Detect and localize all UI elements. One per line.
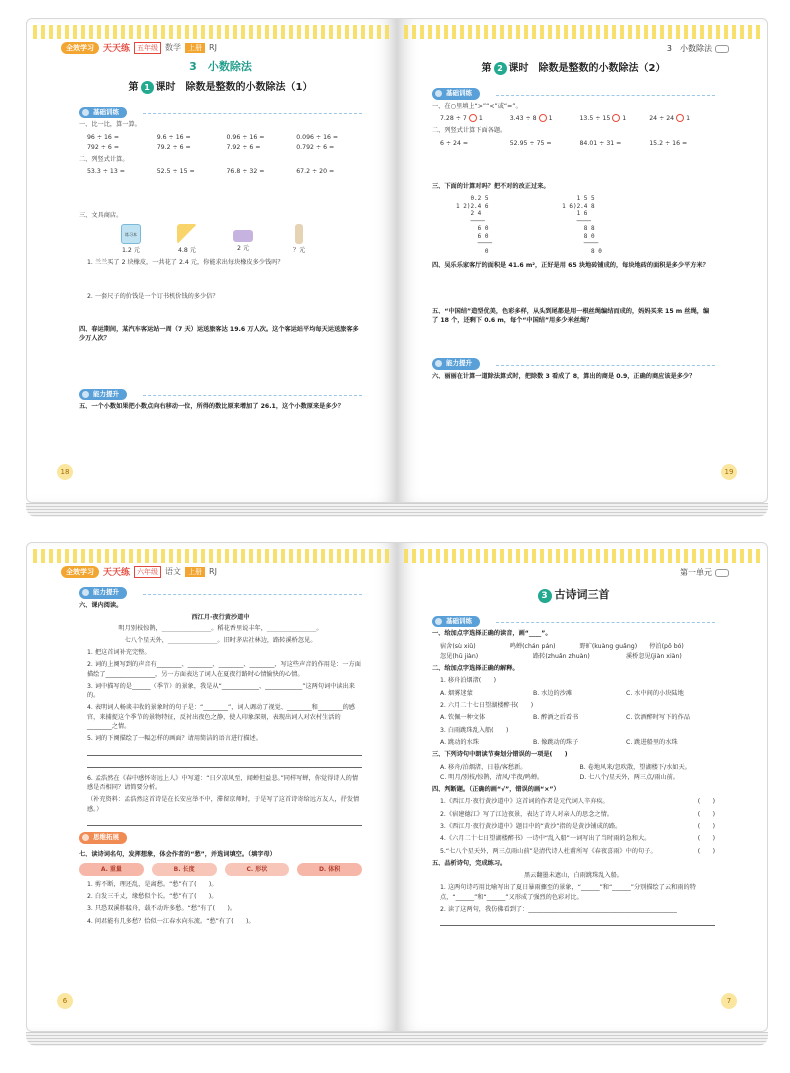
- choice-stem: 1. 移舟泊烟渚( ): [440, 677, 497, 685]
- page-content: [79, 57, 362, 415]
- page-number: 19: [721, 464, 737, 480]
- reading-item: 1. 把这首词补充完整。: [87, 648, 151, 656]
- brand-logo: 全效学习: [61, 566, 99, 578]
- reading-item: 5. 词的下阕描绘了一幅怎样的画面？请用简洁的语言进行描述。: [87, 735, 262, 743]
- analysis-item: 2. 读了这两句，我仿佛看到了：________________________________________________: [440, 906, 677, 914]
- answer-line[interactable]: [87, 762, 362, 768]
- ruler-icon: [177, 224, 197, 244]
- lesson-title: 3 古诗词三首: [432, 587, 715, 604]
- question-3: 三、下面的计算对吗？把不对的改正过来。: [432, 182, 550, 190]
- page-content: [79, 581, 362, 929]
- question-4: 四、春运期间，某汽车客运站一周（7 天）运送旅客达 19.6 万人次。这个客运站平均每天运送旅客多少万人次？: [79, 325, 359, 343]
- answer-circle[interactable]: [539, 114, 547, 122]
- question-3-1: 1. 兰兰买了 2 块橡皮，一共花了 2.4 元，你能求出每块橡皮多少钱吗？: [87, 259, 284, 267]
- brand-series: 天天练: [103, 44, 131, 54]
- brand-grade: 五年级: [134, 42, 161, 54]
- question-2: 二、列竖式计算下面各题。: [432, 127, 507, 135]
- page-number: 18: [57, 464, 73, 480]
- option-a[interactable]: A. 重量: [79, 863, 144, 876]
- calc-row: 96 ÷ 16 = 9.6 ÷ 16 = 0.96 ÷ 16 = 0.096 ÷ 16 =: [87, 133, 339, 141]
- page-stack: [26, 1032, 768, 1046]
- division-figures: [456, 195, 715, 255]
- answer-circle[interactable]: [612, 114, 620, 122]
- lesson-number: 2: [494, 62, 507, 75]
- judge-item: 1.《西江月·夜行黄沙道中》这首词的作者是元代词人辛弃疾。 ( ): [440, 798, 715, 806]
- judge-item: 3.《西江月·夜行黄沙道中》题目中的“黄沙”指的是黄沙铺成的路。 ( ): [440, 823, 715, 830]
- unit-title: 3 小数除法: [189, 60, 252, 73]
- choice-stem: 3. 白雨跳珠乱入船( ): [440, 726, 509, 734]
- page-content: [432, 581, 715, 926]
- shop-item-stapler: 2 元: [221, 224, 265, 255]
- choice-options: C. 明月/别枝/惊鹊，清风/半夜/鸣蝉。 D. 七八个/星天外，两三点/雨山前。: [440, 773, 679, 781]
- pinyin-row: 忽见(hū jiàn) 路转(zhuǎn zhuàn) 溪桥忽见(jiàn xiàn): [440, 652, 682, 660]
- reading-item-6: 6. 孟浩然在《春中感怀寄远上人》中写道：“日夕凉风至，闻蝉但益悲。”同样写蝉，你觉得诗人的情感是否相同？请简要分析。: [87, 774, 359, 791]
- poem-line-1: 明月别枝惊鹊，________________。稻花香里说丰年，________________。: [118, 625, 323, 633]
- judge-item: 4.《六月二十七日望湖楼醉书》一诗中“乱入船”一词写出了当时雨的急和大。 ( ): [440, 835, 715, 843]
- answer-circle[interactable]: [469, 114, 477, 122]
- answer-line[interactable]: [87, 750, 362, 756]
- fill-item: 2. 白发三千丈，缘愁似个长。“愁”有了( )。: [87, 893, 218, 901]
- running-head: 3 小数除法: [667, 43, 729, 54]
- question-4: 四、判断题。（正确的画“√”，错误的画“×”）: [432, 786, 560, 794]
- decorative-band: [33, 25, 390, 39]
- lesson-title: 第 1 课时 除数是整数的小数除法（1）: [128, 81, 313, 93]
- crown-icon: [715, 45, 729, 53]
- reading-item: 3. 词中描写的是______（季节）的景象，我是从“____________、____________”这两句词中读出来的。: [87, 682, 355, 700]
- lesson-number: 1: [141, 81, 154, 94]
- answer-circle[interactable]: [676, 114, 684, 122]
- shop-item-ruler-set: 4.8 元: [165, 224, 209, 255]
- brand-subject: 语文: [165, 567, 182, 576]
- reading-item: 2. 词的上阕写到的声音有________、________、________、________，写这些声音的作用是：一方面描绘了________________，另一方面表达了词人在夏夜行路时心情愉快的心情。: [87, 661, 361, 678]
- question-6: 六、丽丽在计算一道除法算式时，把除数 3 看成了 8，算出的商是 0.9，正确的商应该是多少？: [432, 372, 696, 380]
- pinyin-row: 宿舍(sù xiǔ) 鸣蝉(chán pán) 野旷(kuàng guǎng) 停泊(pō bó): [440, 642, 684, 650]
- question-2: 二、给加点字选择正确的解释。: [432, 665, 519, 673]
- brand-header: [61, 41, 217, 54]
- brand-logo: 全效学习: [61, 42, 99, 54]
- page-number: 7: [721, 993, 737, 1009]
- question-3: 三、文具商店。: [79, 211, 123, 219]
- decorative-band: [404, 25, 761, 39]
- question-7: 七、读诗词名句，发挥想象，体会作者的“愁”，并选词填空。（填字母）: [79, 850, 276, 858]
- question-1: 一、给加点字选择正确的读音，画“____”。: [432, 630, 552, 638]
- page-7: [397, 542, 768, 1032]
- division-figure-1: 0.2 5 1 2)2.4 6 2 4 ──── 6 0 6 0 ──── 0: [456, 195, 493, 255]
- analysis-item: 1. 这两句诗巧用比喻写出了夏日暴雨骤至的景象，“______”和“______”分别描绘了云和雨的特点，“______”和“______”又形成了强烈的色彩对比。: [440, 884, 696, 901]
- decorative-band: [33, 549, 390, 563]
- reading-item-6-note: （补充资料：孟浩然这首诗是在长安应举不中，滞留京师时，于是写了这首诗寄给远方友人，抒发情感。）: [87, 796, 360, 813]
- answer-line[interactable]: [87, 820, 362, 826]
- question-5: 五、“中国结”造型优美，色彩多样，从头到尾都是用一根丝绳编结而成的，妈妈买来 15 m 丝绳，编了 18 个，还剩下 0.6 m，每个“中国结”用多少米丝绳？: [432, 307, 710, 324]
- question-5: 五、品析诗句，完成练习。: [432, 859, 507, 867]
- crown-icon: [715, 569, 729, 577]
- fill-item: 3. 只恐双溪舴艋舟，载不动许多愁。“愁”有了( )。: [87, 905, 237, 913]
- question-4: 四、吴乐乐家客厅的面积是 41.6 m²，正好是用 65 块地砖铺成的，每块地砖的面积是多少平方米？: [432, 262, 709, 270]
- divider: [143, 594, 362, 595]
- option-d[interactable]: D. 体积: [297, 863, 362, 876]
- calc-row: 53.3 ÷ 13 = 52.5 ÷ 15 = 76.8 ÷ 32 = 67.2 ÷ 20 =: [87, 168, 335, 176]
- section-badge-thinking: 思维拓展: [79, 832, 127, 844]
- eraser-icon: [295, 224, 303, 244]
- page-6: [26, 542, 397, 1032]
- answer-line[interactable]: [440, 920, 715, 926]
- section-badge-advanced: 能力提升: [432, 358, 480, 370]
- calc-row: 6 ÷ 24 = 52.95 ÷ 75 = 84.01 ÷ 31 = 15.2 ÷ 16 =: [440, 139, 688, 147]
- shop-item-notebook: 练习本 1.2 元: [109, 224, 153, 255]
- divider: [496, 622, 715, 623]
- math-book-spread: [26, 18, 768, 503]
- question-6: 六、课内阅读。: [79, 601, 123, 609]
- choice-options: A. 烟雾迷蒙 B. 水边的沙滩 C. 水中间的小块陆地: [440, 689, 684, 697]
- section-badge-basic: 基础训练: [432, 616, 480, 628]
- judge-item: 2.《宿建德江》写了江边夜景，表达了诗人对亲人的思念之情。 ( ): [440, 810, 715, 818]
- choice-options: A. 钦佩一种文体 B. 醉酒之后看书 C. 饮酒醉时写下的作品: [440, 714, 690, 722]
- brand-grade: 六年级: [134, 566, 161, 578]
- divider: [143, 395, 362, 396]
- fill-item: 1. 剪不断，理还乱，是离愁。“愁”有了( )。: [87, 880, 218, 888]
- stapler-icon: [233, 230, 253, 242]
- page-stack: [26, 503, 768, 517]
- divider: [143, 113, 362, 114]
- divider: [496, 365, 715, 366]
- running-head: 第一单元: [680, 567, 729, 578]
- page-content: [432, 57, 715, 384]
- poem-line-2: 七八个星天外，________________。旧时茅店社林边，路转溪桥忽见。: [124, 636, 317, 644]
- page-number: 6: [57, 993, 73, 1009]
- divider: [496, 95, 715, 96]
- brand-subject: 数学: [165, 43, 182, 52]
- brand-edition: 上册: [185, 567, 205, 577]
- fill-item: 4. 问君能有几多愁？恰似一江春水向东流。“愁”有了( )。: [87, 917, 255, 925]
- stationery-shop: [109, 224, 362, 255]
- section-badge-basic: 基础训练: [79, 107, 127, 119]
- section-badge-basic: 基础训练: [432, 88, 480, 100]
- calc-row: 792 ÷ 6 = 79.2 ÷ 6 = 7.92 ÷ 6 = 0.792 ÷ 6 =: [87, 143, 335, 151]
- section-badge-advanced: 能力提升: [79, 587, 127, 599]
- word-options: [79, 863, 362, 876]
- section-badge-advanced: 能力提升: [79, 389, 127, 401]
- question-5: 五、一个小数如果把小数点向右移动一位，所得的数比原来增加了 26.1，这个小数原来是多少？: [79, 403, 344, 411]
- choice-stem: 2. 六月二十七日望湖楼醉书( ): [440, 702, 534, 710]
- option-c[interactable]: C. 形状: [225, 863, 290, 876]
- compare-row: 7.28 ÷ 7 1 3.43 ÷ 8 1 13.5 ÷ 15 1 24 ÷ 24 1: [440, 115, 691, 123]
- question-2: 二、列竖式计算。: [79, 156, 129, 164]
- brand-rj: RJ: [209, 567, 217, 576]
- brand-series: 天天练: [103, 568, 131, 578]
- decorative-band: [404, 549, 761, 563]
- question-1: 一、在○里填上“>”“<”或“=”。: [432, 102, 522, 110]
- brand-header: [61, 565, 217, 578]
- question-3-2: 2. 一套尺子的价钱是一个订书机价钱的多少倍？: [87, 292, 219, 300]
- shop-item-eraser: ？元: [277, 224, 321, 255]
- page-18: [26, 18, 397, 503]
- brand-edition: 上册: [185, 43, 205, 53]
- brand-rj: RJ: [209, 43, 217, 52]
- page-19: [397, 18, 768, 503]
- option-b[interactable]: B. 长度: [152, 863, 217, 876]
- reading-item: 4. 表明词人畅谈丰收的景象时的句子是：“________”，词人调动了视觉、________和________的感官，来捕捉这个季节的景物特征，反衬出夜色之静，使人印象深刻，表现出词人对农村生活的________之情。: [87, 704, 355, 731]
- question-3: 三、下列诗句中朗读节奏划分错误的一项是( ): [432, 751, 568, 759]
- lesson-number: 3: [538, 589, 552, 603]
- choice-options: A. 跳动的水珠 B. 像跳动的珠子 C. 跳进船里的水珠: [440, 738, 678, 746]
- choice-options: A. 移舟/泊烟渚，日暮/客愁新。 B. 卷地风来/忽吹散，望湖楼下/水如天。: [440, 763, 691, 771]
- judge-item: 5.“七八个星天外，两三点雨山前”是清代诗人杜甫所写《春夜喜雨》中的句子。 ( ): [440, 847, 715, 855]
- poem-quote: 黑云翻墨未遮山，白雨跳珠乱入船。: [524, 872, 623, 880]
- lesson-title: 第 2 课时 除数是整数的小数除法（2）: [481, 63, 666, 74]
- notebook-icon: 练习本: [121, 224, 141, 244]
- division-figure-2: 1 5 5 1 6)2.4 8 1 6 ──── 8 8 8 0 ──── 8 0: [562, 195, 602, 255]
- poem-title: 西江月·夜行黄沙道中: [191, 614, 250, 622]
- question-1: 一、比一比，算一算。: [79, 121, 141, 129]
- chinese-book-spread: [26, 542, 768, 1032]
